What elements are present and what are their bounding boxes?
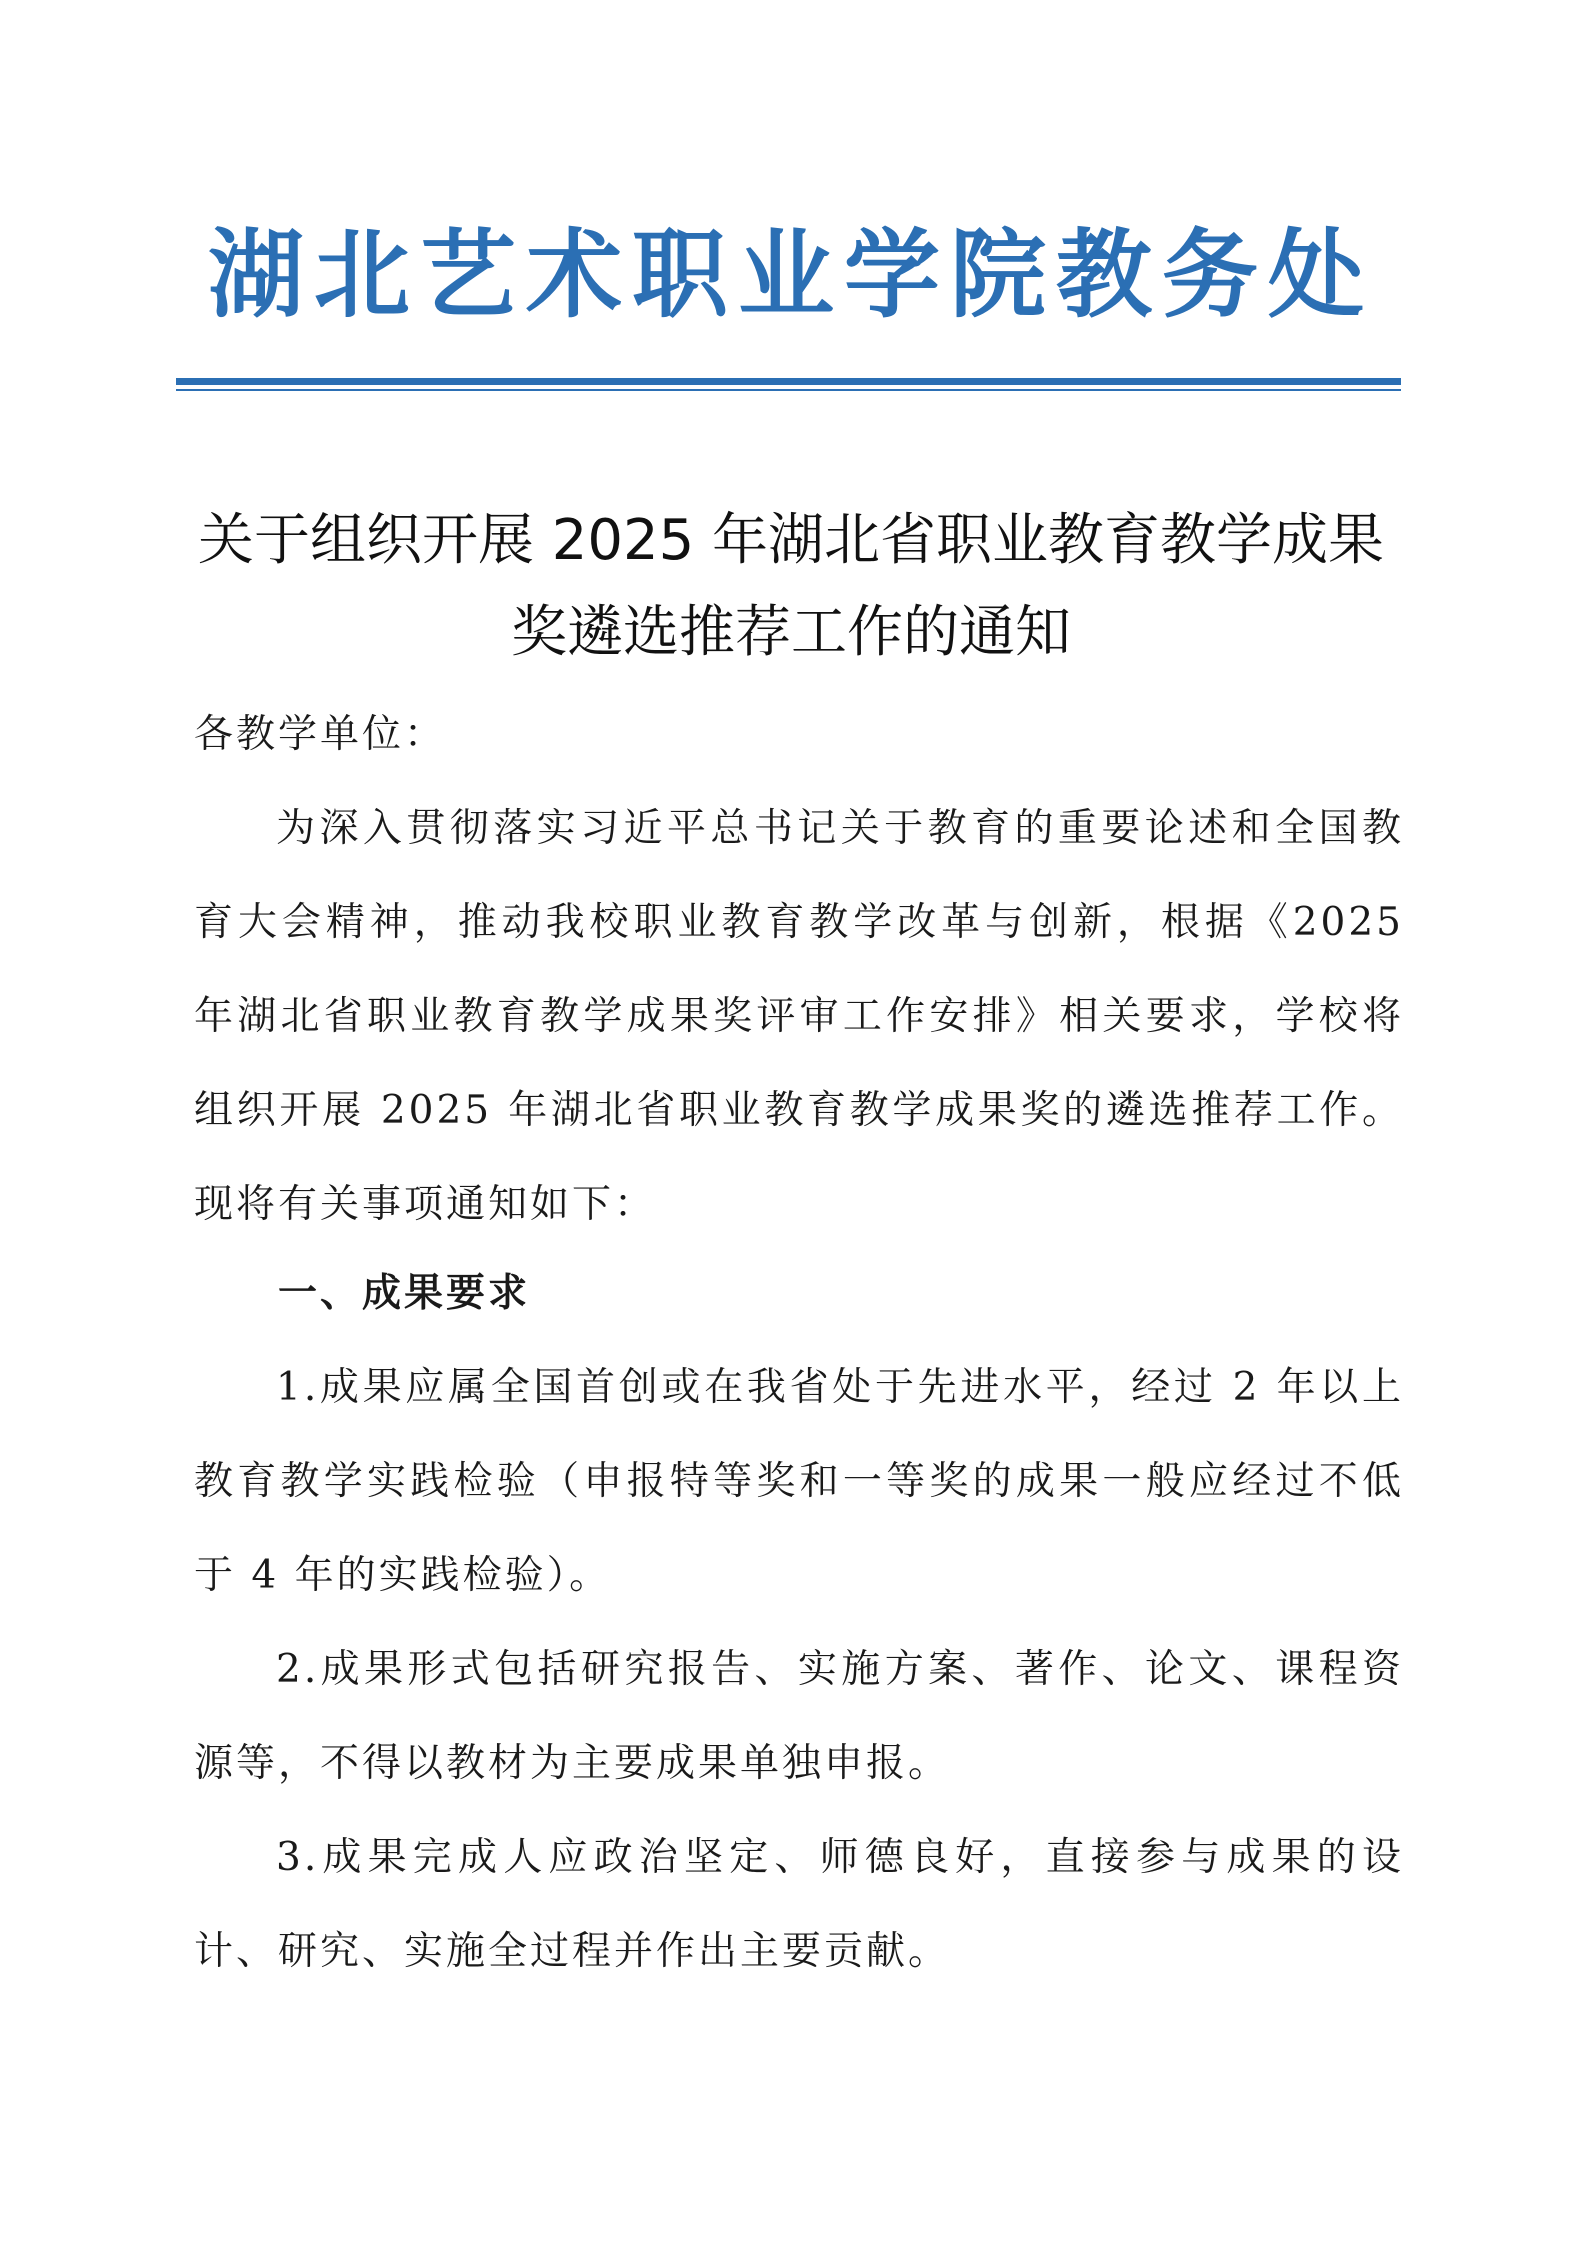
- letterhead-title: 湖北艺术职业学院教务处: [208, 218, 1374, 331]
- document-title: [176, 495, 1406, 679]
- requirement-item: 1.成果应属全国首创或在我省处于先进水平，经过 2 年以上教育教学实践检验（申报特等奖和一等奖的成果一般应经过不低于 4 年的实践检验）。: [194, 1365, 1404, 1598]
- intro-paragraph: 为深入贯彻落实习近平总书记关于教育的重要论述和全国教育大会精神，推动我校职业教育教学改革与创新，根据《2025 年湖北省职业教育教学成果奖评审工作安排》相关要求，学校将组织开展 2025 年湖北省职业教育教学成果奖的遴选推荐工作。现将有关事项通知如下：: [194, 806, 1404, 1227]
- document-title-line-2: 奖遴选推荐工作的通知: [511, 600, 1071, 665]
- letterhead-divider-thin: [176, 389, 1401, 391]
- requirement-item: 2.成果形式包括研究报告、实施方案、著作、论文、课程资源等，不得以教材为主要成果单独申报。: [194, 1647, 1404, 1786]
- document-title-line-1: 关于组织开展 2025 年湖北省职业教育教学成果: [197, 508, 1385, 573]
- requirement-item: 3.成果完成人应政治坚定、师德良好，直接参与成果的设计、研究、实施全过程并作出主要贡献。: [194, 1835, 1404, 1974]
- salutation: 各教学单位：: [194, 712, 447, 757]
- section-heading-requirements: 一、成果要求: [278, 1271, 531, 1316]
- letterhead-divider-thick: [176, 378, 1401, 385]
